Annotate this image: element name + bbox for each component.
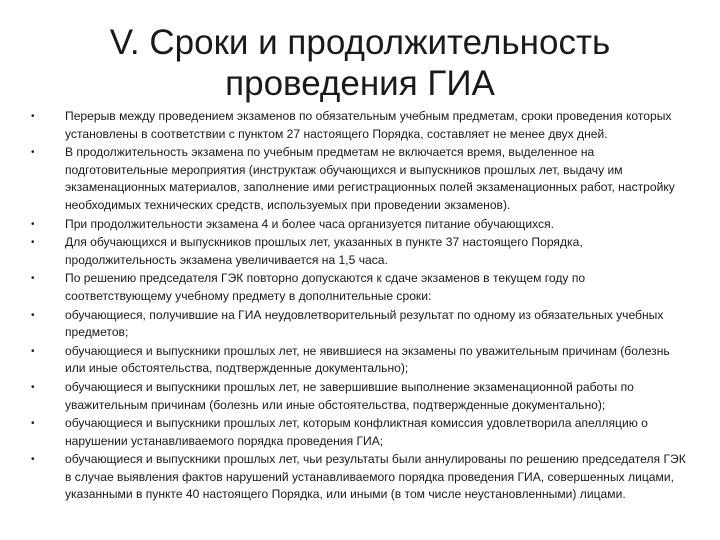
list-item-text: обучающиеся, получившие на ГИА неудовлетворительный результат по одному из обязательных учебных предметов; (65, 307, 664, 340)
list-item-text: обучающиеся и выпускники прошлых лет, не явившиеся на экзамены по уважительным причинам (болезнь или иные обстоятельства, подтвержденные документально); (65, 343, 670, 376)
bullet-icon: • (31, 273, 35, 285)
list-item-text: обучающиеся и выпускники прошлых лет, которым конфликтная комиссия удовлетворила апелляцию о нарушении устанавливаемого порядка проведения ГИА; (65, 416, 648, 448)
list-item (30, 270, 690, 305)
bullet-icon: • (31, 454, 35, 466)
list-item (30, 451, 690, 504)
slide-title: V. Сроки и продолжительность проведения ГИА (109, 23, 611, 103)
bullet-icon: • (31, 309, 35, 321)
list-item (30, 216, 690, 234)
list-item (30, 379, 690, 414)
bullet-list (30, 108, 690, 505)
list-item (30, 307, 690, 342)
list-item-text: Для обучающихся и выпускников прошлых лет, указанных в пункте 37 настоящего Порядка, продолжительность экзамена увеличивается на 1,5 часа. (65, 235, 583, 267)
bullet-icon: • (31, 111, 35, 122)
list-item-text: По решению председателя ГЭК повторно допускаются к сдаче экзаменов в текущем году по соответствующему учебному предмету в дополнительные сроки: (65, 271, 586, 303)
bullet-icon: • (31, 147, 35, 159)
list-item-text: обучающиеся и выпускники прошлых лет, не завершившие выполнение экзаменационной работы по уважительным причинам (болезнь или иные обстоятельства, подтвержденные документально); (65, 379, 634, 412)
bullet-icon: • (31, 418, 35, 430)
list-item-text: обучающиеся и выпускники прошлых лет, чьи результаты были аннулированы по решению председателя ГЭК в случае выявления фактов нарушений устанавливаемого порядка проведения ГИА, совершенных лицами, указанными в пункте 40 настоящего Порядка, или иными (в том числе неустановленными) лицами. (65, 452, 686, 502)
list-item (30, 415, 690, 450)
bullet-icon: • (31, 237, 35, 249)
list-item-text: При продолжительности экзамена 4 и более часа организуется питание обучающихся. (65, 216, 554, 231)
bullet-icon: • (31, 345, 35, 357)
list-item (30, 108, 690, 143)
bullet-icon: • (31, 381, 35, 393)
list-item (30, 144, 690, 214)
list-item-text: В продолжительность экзамена по учебным предметам не включается время, выделенное на подготовительные мероприятия (инструктаж обучающихся и выпускников прошлых лет, выдачу им экзаменационных материалов, заполнение ими регистрационных полей экзаменационных работ, настройку необходимых технических средств, используемых при проведении экзаменов). (65, 145, 675, 212)
list-item (30, 234, 690, 269)
list-item-text: Перерыв между проведением экзаменов по обязательным учебным предметам, сроки проведения которых установлены в соответствии с пунктом 27 настоящего Порядка, составляет не менее двух дней. (65, 109, 672, 141)
list-item (30, 343, 690, 378)
bullet-icon: • (31, 218, 35, 230)
